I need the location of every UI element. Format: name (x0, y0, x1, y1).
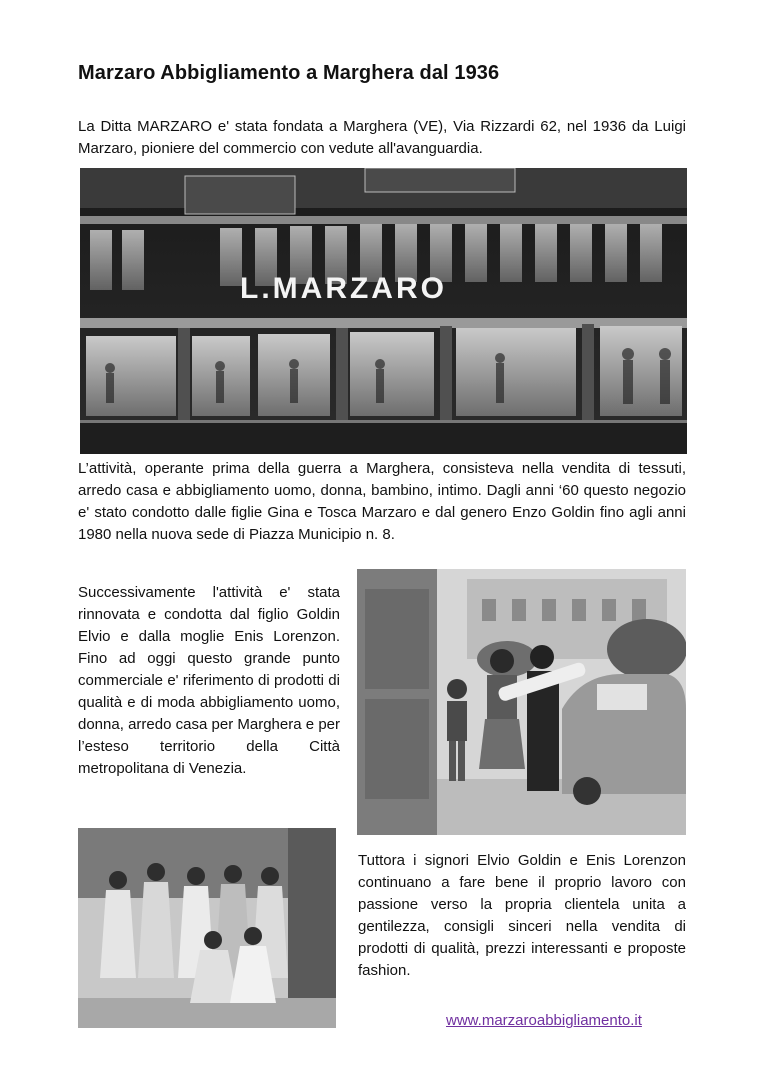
history-paragraph: L’attività, operante prima della guerra a Marghera, consisteva nella vendita di tessuti, arredo casa e abbigliamento uomo, donna, bambino, intimo. Dagli anni ‘60 questo negozio e' stato condotto dalle figlie Gina e Tosca Marzaro e dal genero Enzo Goldin fino agli anni 1980 nella nuova sede di Piazza Municipio n. 8. (78, 460, 686, 543)
store-sign: L.MARZARO (240, 272, 447, 305)
renewal-paragraph: Successivamente l'attività e' stata rinnovata e condotta dal figlio Goldin Elvio e dalla moglie Enis Lorenzon. Fino ad oggi questo grande punto commerciale e' riferimento di prodotti di qualità e di moda abbigliamento uomo, donna, arredo casa per Marghera e per l’esteso territorio della Città metropolitana di Venezia. (78, 584, 340, 777)
store-front-photo (80, 168, 687, 454)
store-front-illustration (80, 168, 687, 454)
page-title: Marzaro Abbigliamento a Marghera dal 1936 (78, 62, 500, 84)
intro-paragraph: La Ditta MARZARO e' stata fondata a Marghera (VE), Via Rizzardi 62, nel 1936 da Luigi Marzaro, pioniere del commercio con vedute all'avanguardia. (78, 118, 686, 157)
today-paragraph: Tuttora i signori Elvio Goldin e Enis Lorenzon continuano a fare bene il proprio lavoro con passione verso la propria clientela unita a gentilezza, consigli sinceri nella vendita di prodotti di qualità, prezzi interessanti e proposte fashion. (358, 852, 686, 979)
website-link[interactable]: www.marzaroabbigliamento.it (446, 1012, 642, 1029)
family-car-photo (357, 569, 686, 835)
staff-group-photo (78, 828, 336, 1028)
family-car-illustration (357, 569, 686, 835)
staff-group-illustration (78, 828, 336, 1028)
